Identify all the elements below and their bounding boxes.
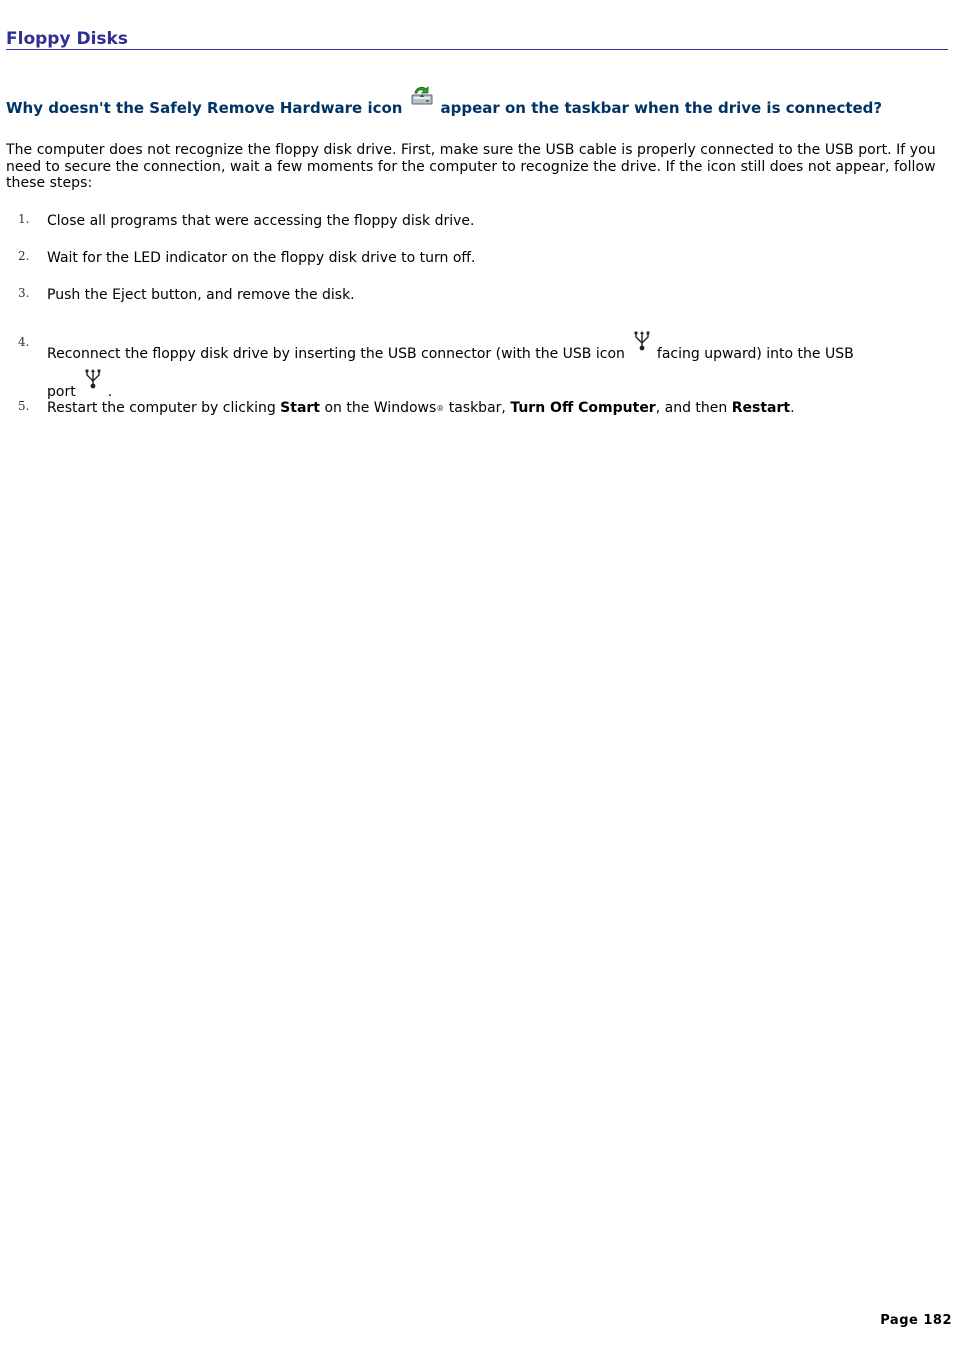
usb-icon xyxy=(631,330,653,352)
question-text-end: appear on the taskbar when the drive is connected? xyxy=(440,99,883,117)
intro-paragraph: The computer does not recognize the floppy disk drive. First, make sure the USB cable is properly connected to the USB port. If you need to secure the connection, wait a few moments for the computer to recognize the drive. If the icon still does not appear, follow these steps: xyxy=(6,142,936,191)
safely-remove-hardware-icon xyxy=(410,83,434,107)
question-heading xyxy=(6,90,936,126)
step-5-text-part5: . xyxy=(790,400,795,416)
step-5-text-part1: Restart the computer by clicking xyxy=(47,400,281,416)
step-4-text-part3: port xyxy=(47,384,76,400)
step-number: 5. xyxy=(18,399,30,413)
page-number: Page 182 xyxy=(880,1313,952,1328)
step-number: 4. xyxy=(18,335,30,349)
start-menu-term: Start xyxy=(280,400,320,416)
step-number: 2. xyxy=(18,249,30,263)
step-text: Push the Eject button, and remove the disk. xyxy=(47,287,355,303)
step-text xyxy=(47,394,927,423)
step-5-text-part4: , and then xyxy=(655,400,732,416)
step-text: Close all programs that were accessing the floppy disk drive. xyxy=(47,213,475,229)
step-number: 3. xyxy=(18,286,30,300)
step-5-text-part3: taskbar, xyxy=(444,400,511,416)
usb-icon xyxy=(82,368,104,390)
step-number: 1. xyxy=(18,212,30,226)
turn-off-computer-term: Turn Off Computer xyxy=(510,400,656,416)
step-4-text-part4: . xyxy=(107,384,113,400)
restart-term: Restart xyxy=(731,400,791,416)
step-5-text-part2: on the Windows xyxy=(320,400,437,416)
step-4-text-part2: facing upward) into the USB xyxy=(656,346,854,362)
question-text-start: Why doesn't the Safely Remove Hardware icon xyxy=(6,99,403,117)
title-divider xyxy=(6,49,948,50)
step-text: Wait for the LED indicator on the floppy disk drive to turn off. xyxy=(47,250,476,266)
registered-mark: ® xyxy=(436,404,445,413)
page-title: Floppy Disks xyxy=(6,29,128,49)
step-4-text-part1: Reconnect the floppy disk drive by inserting the USB connector (with the USB icon xyxy=(47,346,625,362)
